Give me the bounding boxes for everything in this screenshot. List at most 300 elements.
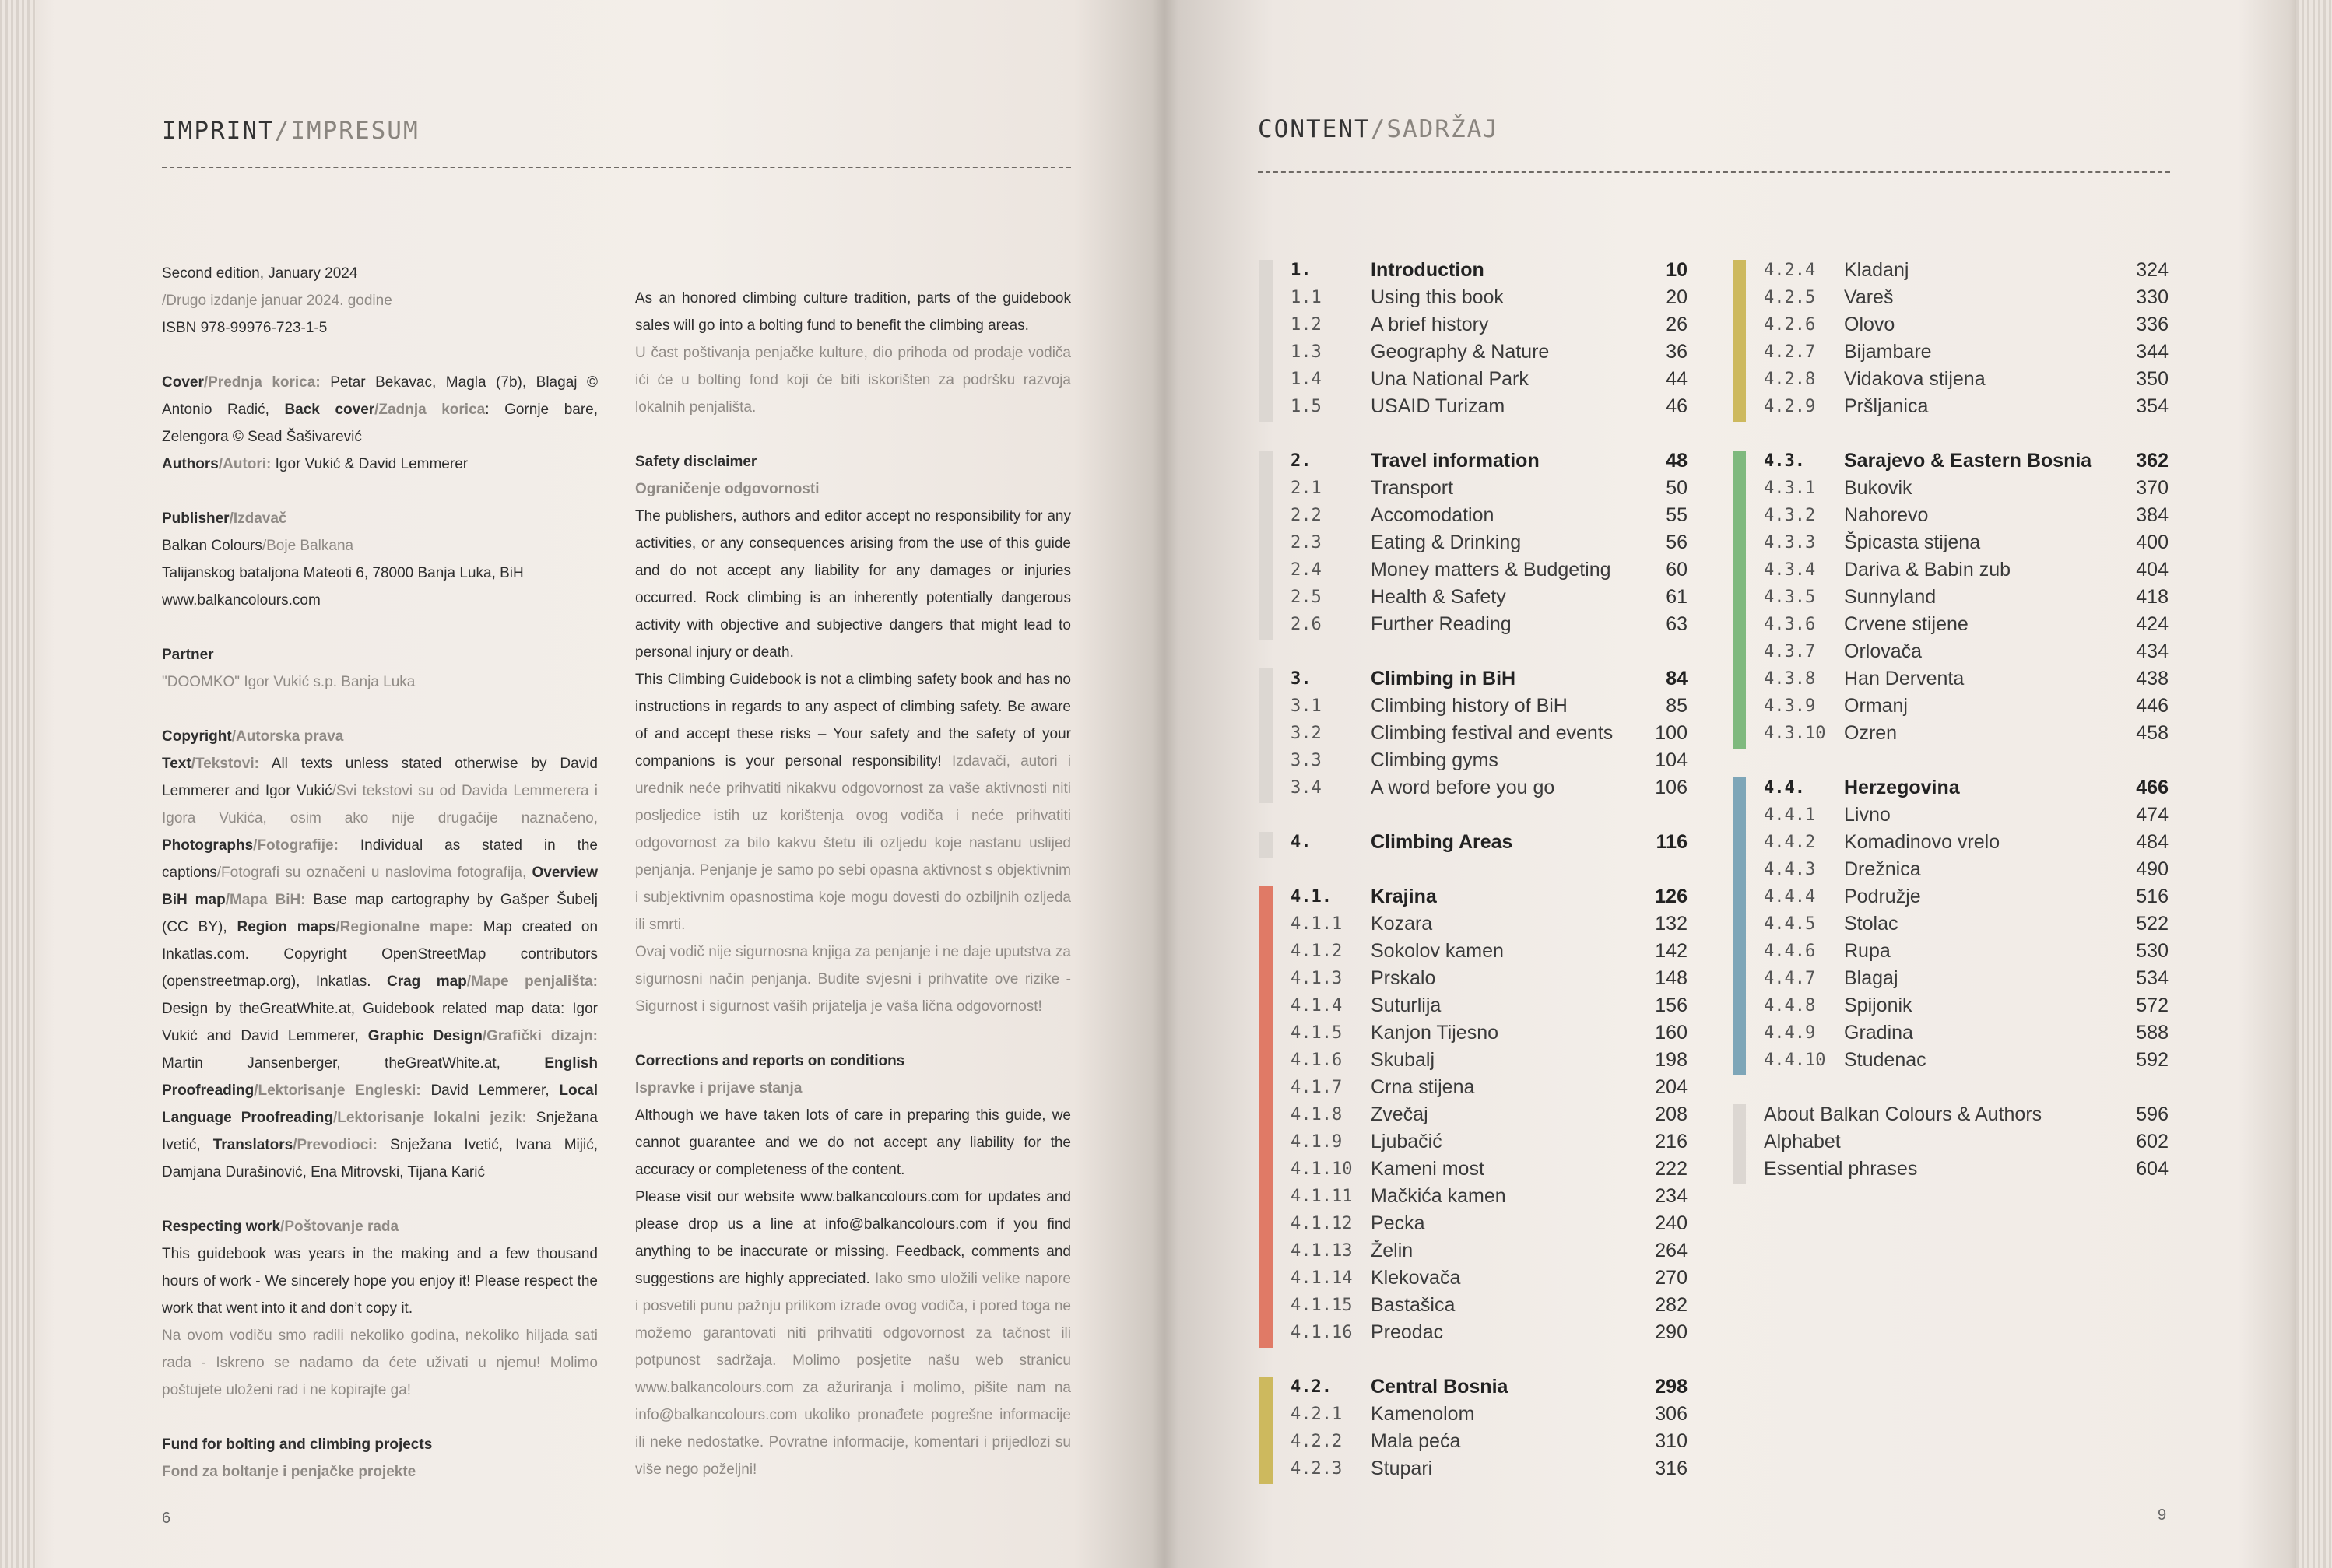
toc-entry[interactable] [1764,475,2176,502]
toc-entry[interactable] [1291,1292,1695,1319]
toc-entry-page: 204 [1655,1076,1688,1098]
toc-entry[interactable] [1291,339,1695,366]
toc-entry-number: 2. [1291,451,1312,471]
toc-entry[interactable] [1764,720,2176,747]
toc-entry-page: 208 [1655,1103,1688,1125]
toc-entry[interactable] [1764,366,2176,393]
cover-label-local: /Prednja korica: [203,374,321,391]
toc-entry-title: Želin [1371,1240,1414,1261]
toc-entry[interactable] [1291,1265,1695,1292]
toc-entry-number: 4. [1291,833,1312,852]
toc-entry-page: 26 [1666,314,1688,335]
toc-entry-title: Bastašica [1371,1294,1456,1316]
toc-entry[interactable] [1291,965,1695,992]
toc-entry-title: Climbing history of BiH [1371,695,1568,717]
safety-title-local: Ograničenje odgovornosti [635,481,820,497]
toc-entry-number: 4.3.4 [1764,560,1816,580]
toc-entry-page: 516 [2136,886,2169,907]
toc-entry[interactable] [1764,802,2176,829]
toc-entry-number: 4.1.9 [1291,1132,1343,1152]
toc-entry-number: 4.4.5 [1764,914,1816,934]
toc-entry-page: 44 [1666,368,1688,390]
toc-entry-page: 438 [2136,668,2169,689]
toc-entry-number: 4.2.4 [1764,261,1816,280]
toc-entry[interactable] [1764,393,2176,420]
content-heading [1258,115,1499,143]
toc-entry[interactable] [1291,1319,1695,1346]
toc-entry-page: 384 [2136,504,2169,526]
toc-entry[interactable] [1291,529,1695,556]
toc-entry-title: Dariva & Babin zub [1844,559,2011,581]
safety-body-2: This Climbing Guidebook is not a climbing safety book and has no instructions in regards to any aspect of climbing safety. Be aware of and accept these risks – Your safety and the safety of your companions is your personal responsibility! Izdavači, autori i urednik neće prihvatiti nikakvu odgovornost za vaše aktivnosti niti posljedice istih uz korištenja ovog vodiča i neće prihvatiti odgovornost za bilo kakvu štetu ili ozljedu koje nastanu uslijed penjanja. Penjanje je samo po sebi opasna aktivnost s objektivnim i subjektivnim opasnostima koje mogu dovesti do ozbiljnih ozljeda ili smrti. [635,672,1071,933]
section-color-bar [1733,777,1746,1075]
toc-entry-number: 2.3 [1291,533,1322,552]
toc-entry-number: 4.1.7 [1291,1078,1343,1097]
toc-entry-number: 4.4.3 [1764,860,1816,879]
toc-entry-number: 4.2.8 [1764,370,1816,389]
toc-entry-page: 344 [2136,341,2169,363]
toc-entry[interactable] [1764,1156,2176,1183]
tradition-text: As an honored climbing culture tradition, parts of the guidebook sales will go into a bolting fund to benefit the climbing areas. [635,290,1071,334]
toc-entry-number: 4.3. [1764,451,1805,471]
toc-entry-number: 4.4.9 [1764,1023,1816,1043]
toc-entry-page: 36 [1666,341,1688,363]
toc-entry-title: Pršljanica [1844,395,1929,417]
toc-entry[interactable] [1291,1074,1695,1101]
toc-entry-number: 4.3.3 [1764,533,1816,552]
toc-entry-page: 316 [1655,1458,1688,1479]
publisher-label-local: /Izdavač [229,510,287,527]
toc-entry[interactable] [1291,1156,1695,1183]
toc-entry-page: 424 [2136,613,2169,635]
copyright-heading [162,723,598,750]
toc-entry-number: 4.2.5 [1764,288,1816,307]
toc-entry[interactable] [1764,447,2176,475]
toc-entry-page: 61 [1666,586,1688,608]
toc-entry[interactable] [1291,611,1695,638]
toc-entry-page: 602 [2136,1131,2169,1152]
cover-text: Petar Bekavac, Magla (7b), Blagaj © Antonio Radić, [162,374,599,418]
toc-entry-number: 1. [1291,261,1312,280]
toc-entry-page: 592 [2136,1049,2169,1071]
section-color-bar [1259,1377,1273,1484]
toc-entry[interactable] [1291,747,1695,774]
toc-entry[interactable] [1764,856,2176,883]
toc-entry-page: 116 [1656,831,1688,853]
toc-entry[interactable] [1291,883,1695,910]
toc-entry-number: 4.1.11 [1291,1187,1353,1206]
section-color-bar [1259,451,1273,640]
fund-label: Fund for bolting and climbing projects [162,1436,433,1453]
section-color-bar [1259,260,1273,422]
toc-entry[interactable] [1291,829,1695,856]
toc-entry-title: Una National Park [1371,368,1529,390]
toc-entry-title: Komadinovo vrelo [1844,831,2000,853]
toc-entry-number: 1.1 [1291,288,1322,307]
toc-entry[interactable] [1764,938,2176,965]
toc-entry-page: 106 [1655,777,1688,798]
toc-entry-title: Kladanj [1844,259,1909,281]
toc-entry-title: A word before you go [1371,777,1555,798]
authors-credit [162,451,598,478]
toc-entry-title: Kozara [1371,913,1433,935]
toc-entry-number: 1.5 [1291,397,1322,416]
toc-entry[interactable] [1764,257,2176,284]
toc-entry-page: 466 [2136,777,2169,798]
toc-entry-page: 522 [2136,913,2169,935]
toc-entry-page: 55 [1666,504,1688,526]
back-cover-text: : Gornje bare, Zelengora © Sead Šašivarević [162,402,598,445]
toc-entry[interactable] [1291,938,1695,965]
toc-entry-title: Vareš [1844,286,1894,308]
toc-entry-title: Pecka [1371,1212,1425,1234]
toc-entry-title: Nahorevo [1844,504,1929,526]
authors-label: Authors [162,456,219,472]
toc-entry-number: 4.4.4 [1764,887,1816,907]
heading-sub: /SADRŽAJ [1370,115,1499,143]
section-color-bar [1259,832,1273,858]
toc-entry-page: 490 [2136,858,2169,880]
toc-entry[interactable] [1764,774,2176,802]
toc-entry-number: 2.4 [1291,560,1322,580]
toc-entry-title: Accomodation [1371,504,1494,526]
toc-entry-number: 4.3.9 [1764,696,1816,716]
toc-entry-number: 2.5 [1291,588,1322,607]
toc-entry[interactable] [1764,1128,2176,1156]
toc-entry-title: Sunnyland [1844,586,1937,608]
corrections-body-2: Please visit our website www.balkancolours.com for updates and please drop us a line at info@balkancolours.com if you find anything to be inaccurate or missing. Feedback, comments and suggestions are highly appreciated. Iako smo uložili velike napore i posvetili punu pažnju prilikom izrade ovog vodiča, i pored toga ne možemo garantovati niti prihvatiti odgovornost za tačnost ili potpunost sadržaja. Molimo posjetite našu web stranicu www.balkancolours.com za ažuriranja i molimo, pišite nam na info@balkancolours.com ukoliko pronađete pogrešne informacije ili neke nedostatke. Povratne informacije, komentari i prijedlozi su više nego poželjni! [635,1189,1071,1478]
page-number-right: 9 [2158,1507,2167,1524]
toc-entry-page: 142 [1655,940,1688,962]
toc-entry-title: Suturlija [1371,994,1442,1016]
toc-entry[interactable] [1764,693,2176,720]
toc-entry-page: 126 [1655,886,1688,907]
toc-entry-title: Olovo [1844,314,1895,335]
toc-entry-number: 4.1.13 [1291,1241,1353,1261]
publisher-name [162,532,598,559]
toc-entry-number: 4.3.10 [1764,724,1826,743]
toc-entry[interactable] [1764,829,2176,856]
toc-entry-title: Geography & Nature [1371,341,1550,363]
section-color-bar [1733,260,1746,422]
toc-entry-page: 282 [1655,1294,1688,1316]
section-color-bar [1733,451,1746,749]
publisher-heading [162,505,598,532]
toc-entry-number: 2.6 [1291,615,1322,634]
toc-entry-page: 56 [1666,531,1688,553]
toc-entry-number: 1.2 [1291,315,1322,335]
heading-main: IMPRINT [162,117,275,145]
tradition-text-local: U čast poštivanja penjačke kulture, dio prihoda od prodaje vodiča ići će u bolting fond koji će biti iskorišten za podršku razvoja lokalnih penjališta. [635,345,1071,416]
toc-entry-page: 48 [1666,450,1688,472]
cover-credit [162,369,598,451]
toc-entry[interactable] [1291,1101,1695,1128]
toc-entry-number: 4.1.2 [1291,942,1343,961]
toc-entry-number: 4.4.6 [1764,942,1816,961]
toc-entry-number: 3. [1291,669,1312,689]
toc-entry-title: Travel information [1371,450,1540,472]
fund-label-local: Fond za boltanje i penjačke projekte [162,1464,416,1480]
toc-entry[interactable] [1291,774,1695,802]
toc-entry-title: Skubalj [1371,1049,1435,1071]
toc-entry-title: Crvene stijene [1844,613,1969,635]
toc-entry-page: 350 [2136,368,2169,390]
toc-entry[interactable] [1764,502,2176,529]
toc-entry-page: 330 [2136,286,2169,308]
content-page [1164,0,2332,1568]
toc-entry-number: 4.2.6 [1764,315,1816,335]
edition-text: Second edition, January 2024 [162,265,358,282]
publisher-name-text: Balkan Colours [162,538,262,554]
toc-entry-title: Bukovik [1844,477,1912,499]
toc-entry[interactable] [1764,910,2176,938]
toc-entry[interactable] [1291,366,1695,393]
toc-entry[interactable] [1291,284,1695,311]
toc-entry-page: 240 [1655,1212,1688,1234]
toc-entry-number: 4.1.12 [1291,1214,1353,1233]
toc-entry-title: Ozren [1844,722,1898,744]
toc-entry[interactable] [1291,1047,1695,1074]
toc-entry-title: Using this book [1371,286,1504,308]
toc-entry-number: 4.4.8 [1764,996,1816,1016]
toc-entry-title: Kamenolom [1371,1403,1475,1425]
toc-entry-title: Studenac [1844,1049,1926,1071]
toc-entry-title: Sarajevo & Eastern Bosnia [1844,450,2092,472]
toc-entry-page: 222 [1655,1158,1688,1180]
toc-entry-title: Crna stijena [1371,1076,1475,1098]
toc-entry-page: 434 [2136,640,2169,662]
toc-entry-title: Central Bosnia [1371,1376,1508,1398]
toc-entry-title: Transport [1371,477,1454,499]
toc-entry-title: Essential phrases [1764,1158,1918,1180]
toc-entry[interactable] [1764,1019,2176,1047]
toc-entry-number: 4.4.1 [1764,805,1816,825]
toc-entry-page: 20 [1666,286,1688,308]
publisher-label: Publisher [162,510,230,527]
authors-label-local: /Autori: [218,456,272,472]
toc-entry[interactable] [1764,584,2176,611]
toc-entry-page: 104 [1655,749,1688,771]
toc-entry-page: 63 [1666,613,1688,635]
toc-entry-page: 270 [1655,1267,1688,1289]
toc-entry-page: 50 [1666,477,1688,499]
toc-entry-number: 3.2 [1291,724,1322,743]
toc-entry-title: Krajina [1371,886,1437,907]
toc-entry-title: Klekovača [1371,1267,1461,1289]
heading-main: CONTENT [1258,115,1371,143]
toc-entry[interactable] [1291,665,1695,693]
toc-entry-number: 4.1. [1291,887,1332,907]
toc-entry[interactable] [1764,1047,2176,1074]
page-number-left: 6 [162,1510,171,1527]
toc-entry-number: 4.1.6 [1291,1051,1343,1070]
toc-entry-number: 4.1.4 [1291,996,1343,1016]
toc-entry-title: Livno [1844,804,1891,826]
toc-entry-title: Ljubačić [1371,1131,1442,1152]
imprint-column-2 [635,285,1071,1483]
toc-entry[interactable] [1291,556,1695,584]
toc-entry-page: 264 [1655,1240,1688,1261]
toc-entry-page: 310 [1655,1430,1688,1452]
toc-entry-number: 4.3.6 [1764,615,1816,634]
publisher-name-local: /Boje Balkana [262,538,354,554]
toc-entry-number: 4.2.3 [1291,1459,1343,1479]
toc-entry-title: Stupari [1371,1458,1433,1479]
toc-entry-number: 4.1.14 [1291,1268,1353,1288]
toc-entry[interactable] [1291,447,1695,475]
toc-entry-page: 474 [2136,804,2169,826]
toc-entry-page: 446 [2136,695,2169,717]
toc-entry-number: 4.1.10 [1291,1159,1353,1179]
toc-entry[interactable] [1764,284,2176,311]
toc-entry-number: 4.1.5 [1291,1023,1343,1043]
toc-entry-title: Kanjon Tijesno [1371,1022,1499,1044]
toc-entry[interactable] [1291,393,1695,420]
corrections-title: Corrections and reports on conditions [635,1053,905,1069]
toc-entry[interactable] [1764,611,2176,638]
toc-entry[interactable] [1764,665,2176,693]
toc-entry-title: Rupa [1844,940,1891,962]
toc-entry-title: Climbing Areas [1371,831,1513,853]
toc-entry-page: 84 [1666,668,1688,689]
respecting-label: Respecting work [162,1219,281,1235]
toc-entry-number: 3.3 [1291,751,1322,770]
toc-entry-title: Money matters & Budgeting [1371,559,1611,581]
toc-entry[interactable] [1291,311,1695,339]
section-color-bar [1259,886,1273,1348]
toc-entry-page: 10 [1666,259,1688,281]
toc-entry[interactable] [1291,584,1695,611]
toc-entry-number: 3.1 [1291,696,1322,716]
toc-entry[interactable] [1291,910,1695,938]
toc-entry[interactable] [1764,311,2176,339]
toc-entry-title: Further Reading [1371,613,1512,635]
toc-entry-number: 2.2 [1291,506,1322,525]
edition-text-local: /Drugo izdanje januar 2024. godine [162,293,392,309]
toc-entry[interactable] [1764,556,2176,584]
section-color-bar [1733,1104,1746,1184]
toc-entry-number: 4.3.7 [1764,642,1816,661]
toc-entry[interactable] [1764,638,2176,665]
toc-entry[interactable] [1291,693,1695,720]
toc-entry[interactable] [1291,1128,1695,1156]
toc-entry[interactable] [1764,992,2176,1019]
section-color-bar [1259,668,1273,803]
toc-entry-title: Drežnica [1844,858,1921,880]
toc-column-left [1259,257,1695,1502]
toc-entry-title: Vidakova stijena [1844,368,1986,390]
toc-entry-number: 4.2.9 [1764,397,1816,416]
copyright-label-local: /Autorska prava [231,728,344,745]
respecting-body-local: Na ovom vodiču smo radili nekoliko godina, nekoliko hiljada sati rada - Iskreno se nadamo da ćete uživati u njemu! Molimo poštujete uloženi rad i ne kopirajte ga! [162,1328,598,1398]
toc-entry-page: 306 [1655,1403,1688,1425]
toc-entry-title: Health & Safety [1371,586,1506,608]
toc-entry-page: 234 [1655,1185,1688,1207]
toc-entry[interactable] [1291,1455,1695,1482]
authors-text: Igor Vukić & David Lemmerer [271,456,469,472]
respecting-label-local: /Poštovanje rada [280,1219,399,1235]
toc-entry-number: 4.1.1 [1291,914,1343,934]
toc-entry-page: 290 [1655,1321,1688,1343]
toc-entry-title: A brief history [1371,314,1489,335]
imprint-page [0,0,1164,1568]
toc-entry-number: 4.1.16 [1291,1323,1353,1342]
toc-entry[interactable] [1291,720,1695,747]
toc-entry-page: 362 [2136,450,2169,472]
toc-entry[interactable] [1291,257,1695,284]
toc-entry[interactable] [1764,1101,2176,1128]
toc-entry-page: 484 [2136,831,2169,853]
toc-entry[interactable] [1764,339,2176,366]
respecting-body: This guidebook was years in the making and a few thousand hours of work - We sincerely hope you enjoy it! Please respect the work that went into it and don’t copy it. [162,1246,598,1317]
toc-entry-page: 418 [2136,586,2169,608]
safety-body-3-local: Ovaj vodič nije sigurnosna knjiga za penjanje i ne daje uputstva za sigurnosni način penjanja. Budite svjesni i prihvatite ove rizike - Sigurnost i sigurnost vaših prijatelja je vaša lična odgovornost! [635,944,1071,1015]
toc-entry[interactable] [1291,1373,1695,1401]
toc-entry-title: Climbing gyms [1371,749,1498,771]
toc-entry-page: 534 [2136,967,2169,989]
toc-entry-title: Gradina [1844,1022,1913,1044]
heading-rule [1258,171,2170,173]
toc-entry[interactable] [1764,529,2176,556]
toc-entry-number: 4.2. [1291,1377,1332,1397]
corrections-title-local: Ispravke i prijave stanja [635,1080,803,1096]
page-edge-right [2296,0,2332,1568]
toc-entry[interactable] [1291,992,1695,1019]
toc-entry-title: USAID Turizam [1371,395,1505,417]
partner-label: Partner [162,647,214,663]
toc-entry-page: 298 [1655,1376,1688,1398]
toc-entry[interactable] [1291,1237,1695,1265]
heading-sub: /IMPRESUM [274,117,420,145]
toc-entry-title: Mačkića kamen [1371,1185,1506,1207]
toc-entry[interactable] [1291,502,1695,529]
toc-entry-title: Zvečaj [1371,1103,1428,1125]
toc-entry[interactable] [1291,475,1695,502]
toc-entry-page: 596 [2136,1103,2169,1125]
copyright-body: Text/Tekstovi: All texts unless stated otherwise by David Lemmerer and Igor Vukić/Svi tekstovi su od Davida Lemmerera i Igora Vukića, osim ako nije drugačije naznačeno, Photographs/Fotografije: Individual as stated in the captions/Fotografi su označeni u naslovima fotografija, Overview BiH map/Mapa BiH: Base map cartography by Gašper Šubelj (CC BY), Region maps/Regionalne mape: Map created on Inkatlas.com. Copyright OpenStreetMap contributors (openstreetmap.org), Inkatlas. Crag map/Mape penjališta: Design by theGreatWhite.at, Guidebook related map data: Igor Vukić and David Lemmerer, Graphic Design/Grafički dizajn: Martin Jansenberger, theGreatWhite.at, English Proofreading/Lektorisanje Engleski: David Lemmerer, Local Language Proofreading/Lektorisanje lokalni jezik: Snježana Ivetić, Translators/Prevodioci: Snježana Ivetić, Ivana Mijić, Damjana Durašinović, Ena Mitrovski, Tijana Karić [162,756,599,1180]
toc-entry-page: 160 [1655,1022,1688,1044]
toc-entry-page: 60 [1666,559,1688,581]
toc-entry-number: 4.1.15 [1291,1296,1353,1315]
toc-entry-title: Spijonik [1844,994,1912,1016]
back-cover-label: Back cover [284,402,375,418]
toc-entry-number: 4.4.7 [1764,969,1816,988]
toc-entry[interactable] [1291,1210,1695,1237]
toc-entry[interactable] [1764,965,2176,992]
toc-entry[interactable] [1291,1019,1695,1047]
toc-entry-title: Bijambare [1844,341,1932,363]
toc-entry-title: Orlovača [1844,640,1923,662]
publisher-website: www.balkancolours.com [162,592,321,609]
toc-entry-page: 148 [1655,967,1688,989]
toc-entry-number: 2.1 [1291,479,1322,498]
toc-entry[interactable] [1291,1183,1695,1210]
toc-entry[interactable] [1291,1401,1695,1428]
cover-label: Cover [162,374,204,391]
toc-entry-title: Prskalo [1371,967,1436,989]
toc-entry-page: 46 [1666,395,1688,417]
page-edge-left [0,0,36,1568]
toc-entry-page: 216 [1655,1131,1688,1152]
respecting-heading [162,1213,598,1240]
toc-entry-number: 4.2.7 [1764,342,1816,362]
toc-entry-title: Špicasta stijena [1844,531,1981,553]
toc-entry[interactable] [1291,1428,1695,1455]
toc-entry[interactable] [1764,883,2176,910]
toc-entry-title: Kameni most [1371,1158,1484,1180]
toc-entry-number: 4.1.3 [1291,969,1343,988]
toc-entry-number: 4.3.1 [1764,479,1816,498]
